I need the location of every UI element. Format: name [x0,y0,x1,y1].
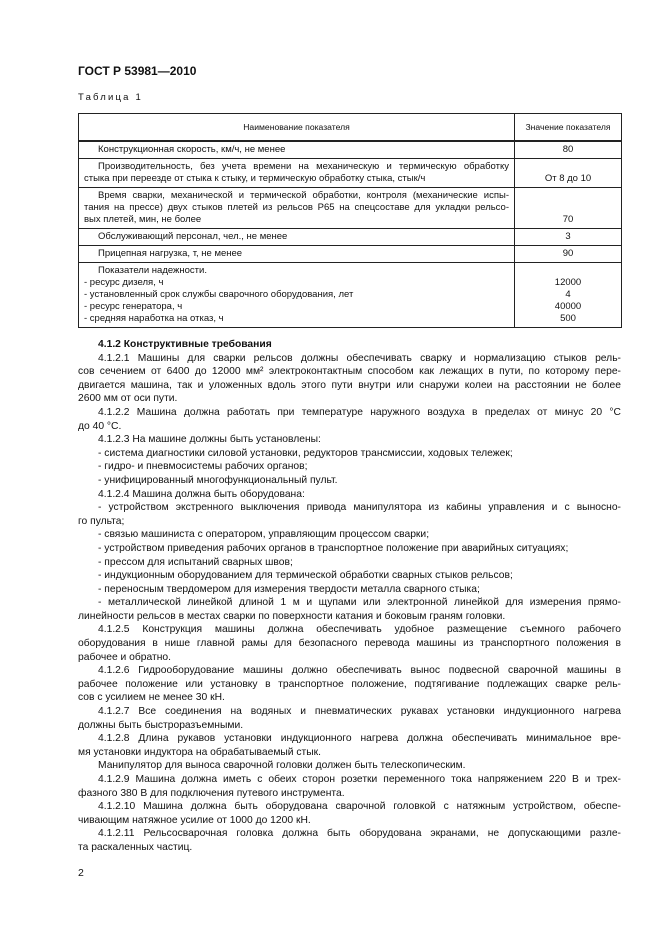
table-row [79,229,622,246]
paragraph-line: оборудования в нише главной рамы для безопасного перевода машины из транспортного положения в [78,638,621,650]
row-value [515,159,622,188]
paragraph-line: сов сечением от 6400 до 12000 мм² электроконтактным способом как лежащих в пути, по которому пере- [78,366,621,378]
paragraph-line: - прессом для испытаний сварных швов; [98,556,293,568]
paragraph-line: линейности рельсов в местах сварки по поверхности катания и боковым граням головки. [78,610,506,622]
row-value [515,246,622,263]
paragraph-line: 4.1.2.4 Машина должна быть оборудована: [98,488,305,500]
paragraph [78,542,621,556]
row-name [79,159,515,188]
paragraph [78,528,621,542]
paragraph-line: - система диагностики силовой установки, редукторов трансмиссии, ходовых тележек; [98,447,513,459]
paragraph-line: - гидро- и пневмосистемы рабочих органов; [98,461,308,473]
paragraph-line: 4.1.2.2 Машина должна работать при температуре наружного воздуха в пределах от минус 20 °С [98,406,621,418]
paragraph [78,447,621,461]
paragraph-line: 4.1.2.10 Машина должна быть оборудована сварочной головкой с натяжным устройством, обеспе- [98,801,621,813]
row-name-line: Показатели надежности. [98,265,207,276]
paragraph [78,433,621,447]
table-row [79,141,622,159]
paragraph [78,338,621,352]
paragraph-line: рабочее и обратно. [78,651,171,663]
paragraph-line: сов с усилием не менее 30 кН. [78,692,225,704]
paragraph-line: 4.1.2.5 Конструкция машины должна обеспечивать удобное размещение съемного рабочего [98,624,621,636]
column-header-value: Значение показателя [515,114,622,142]
row-name-line: - установленный срок службы сварочного оборудования, лет [84,289,354,300]
row-name-line: Конструкционная скорость, км/ч, не менее [98,144,286,155]
row-name [79,246,515,263]
row-name-line: тания на прессе) двух стыков плетей из рельсов Р65 на спецсоставе для укладки рельсо- [84,202,509,213]
paragraph [78,800,621,827]
paragraph-line: го пульта; [78,515,125,527]
paragraph [78,352,621,406]
paragraph [78,773,621,800]
row-value-line: 70 [562,214,574,225]
row-name-line: Производительность, без учета времени на механическую и термическую обработку [98,161,509,172]
paragraph-line: должны быть быстроразъемными. [78,719,244,731]
row-value-line: 12000 [554,277,582,288]
row-value [515,141,622,159]
paragraph [78,596,621,623]
row-value-line: 90 [562,248,574,259]
row-name-line: стыка при переезде от стыка к стыку, и термическую обработку стыка, стык/ч [84,173,426,184]
paragraph-line: двигается машина, так и уложенных вдоль этого пути внутри или снаружи колеи на расстоянии не более [78,379,621,391]
paragraph-line: 4.1.2.7 Все соединения на водяных и пневматических рукавах установки индукционного нагрева [98,706,621,718]
paragraph [78,488,621,502]
row-name-line: Время сварки, механической и термической обработки, контроля (механические испы- [98,190,509,201]
table-row [79,246,622,263]
section-heading: 4.1.2 Конструктивные требования [98,339,272,350]
paragraph [78,474,621,488]
row-name [79,141,515,159]
paragraph [78,460,621,474]
paragraph [78,623,621,664]
paragraph-line: 4.1.2.6 Гидрооборудование машины должно обеспечивать вынос подвесной сварочной машины в [98,665,621,677]
paragraph-line: рабочее положение или установку в транспортное положение, подтягивание подлежащих сварке рель- [78,678,621,690]
row-name-line: вых плетей, мин, не более [84,214,202,225]
table-row [79,263,622,328]
paragraph-line: до 40 °С. [78,420,122,432]
paragraph-line: - унифицированный многофункциональный пульт. [98,474,338,486]
section-body [78,338,621,855]
paragraph-line: 4.1.2.9 Машина должна иметь с обеих сторон розетки переменного тока напряжением 220 В и трех- [98,774,621,785]
paragraph-line: - устройством экстренного выключения привода манипулятора из кабины управления и с выносно- [98,502,621,514]
paragraph-line: 4.1.2.8 Длина рукавов установки индукционного нагрева должна обеспечивать минимальное вре- [98,733,621,745]
row-name-line: - ресурс дизеля, ч [84,277,164,288]
column-header-name: Наименование показателя [79,114,515,142]
document-header: ГОСТ Р 53981—2010 [78,64,197,78]
page-number: 2 [78,867,84,879]
paragraph-line: 4.1.2.11 Рельсосварочная головка должна быть оборудована экранами, не допускающими разле- [98,828,621,840]
table-row [79,188,622,229]
row-name-line: - средняя наработка на отказ, ч [84,313,224,324]
paragraph-line: 2600 мм от оси пути. [78,393,178,405]
paragraph-line: 4.1.2.1 Машины для сварки рельсов должны обеспечивать сварку и нормализацию стыков рель- [98,352,621,364]
paragraph-line: чивающим натяжное усилие от 1000 до 1200 кН. [78,814,311,826]
row-name-line: Прицепная нагрузка, т, не менее [98,248,243,259]
row-value-line: 4 [565,289,571,300]
paragraph-line: - устройством приведения рабочих органов в транспортное положение при аварийных ситуациях; [98,542,569,554]
table-caption: Таблица 1 [78,92,143,103]
paragraph [78,569,621,583]
row-value-line: 500 [560,313,576,324]
paragraph-line: фазного 380 В для подключения путевого инструмента. [78,787,345,799]
paragraph [78,827,621,854]
paragraph [78,406,621,433]
row-value-line: От 8 до 10 [544,173,592,184]
row-value-line: 40000 [554,301,582,312]
specs-table [78,113,622,328]
row-name [79,229,515,246]
paragraph-line: та раскаленных частиц. [78,841,193,853]
paragraph [78,759,621,773]
table-row [79,159,622,188]
table-header-row [79,114,622,142]
row-name [79,263,515,328]
paragraph [78,556,621,570]
paragraph [78,664,621,705]
row-value-line: 3 [565,231,571,242]
row-name-line: Обслуживающий персонал, чел., не менее [98,231,288,242]
paragraph-line: Манипулятор для выноса сварочной головки должен быть телескопическим. [98,760,466,772]
row-value [515,263,622,328]
paragraph-line: - связью машиниста с оператором, управляющим процессом сварки; [98,529,430,541]
paragraph [78,583,621,597]
paragraph-line: 4.1.2.3 На машине должны быть установлены: [98,434,321,446]
paragraph [78,501,621,528]
paragraph-line: мя установки индуктора на обрабатываемый стык. [78,746,322,758]
row-value [515,229,622,246]
paragraph [78,732,621,759]
paragraph-line: - металлической линейкой длиной 1 м и щупами или электронной линейкой для измерения прямо- [98,597,621,609]
row-value [515,188,622,229]
paragraph-line: - индукционным оборудованием для термической обработки сварных стыков рельсов; [98,570,513,582]
paragraph-line: - переносным твердомером для измерения твердости металла сварного стыка; [98,583,480,595]
row-name-line: - ресурс генератора, ч [84,301,183,312]
paragraph [78,705,621,732]
row-name [79,188,515,229]
row-value-line: 80 [562,144,574,155]
